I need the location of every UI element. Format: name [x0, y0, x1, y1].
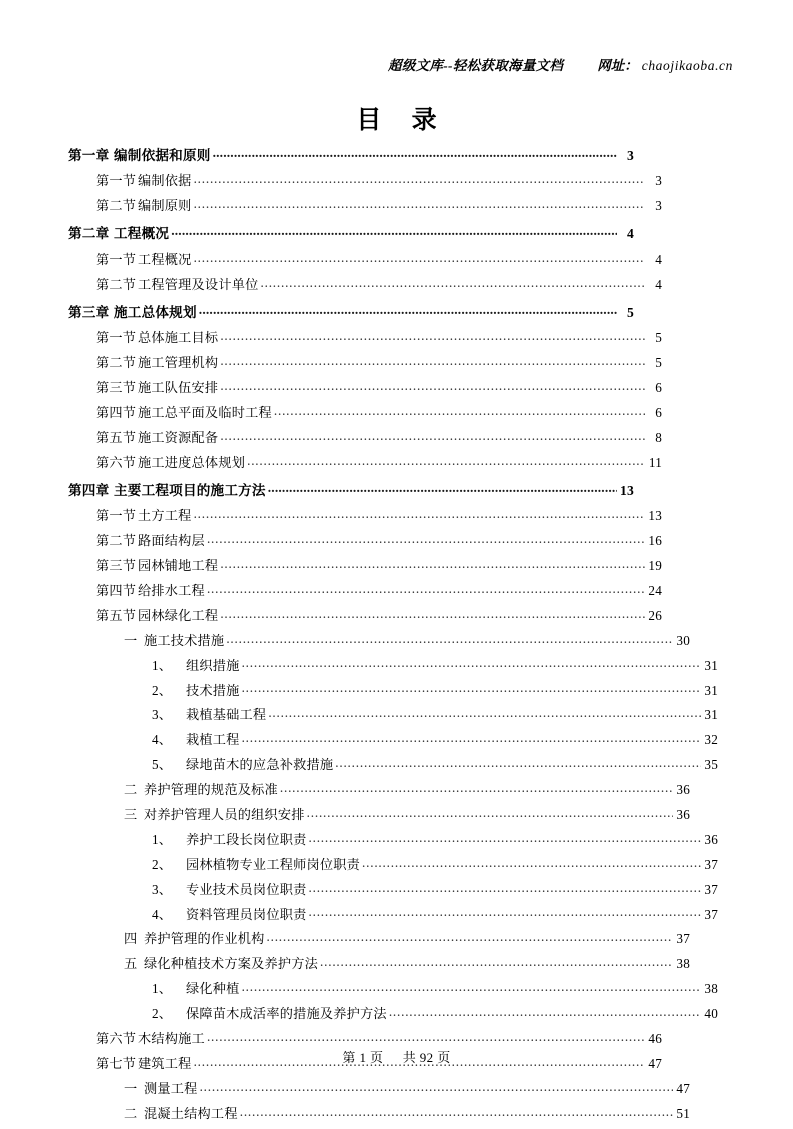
- toc-entry-prefix: 3、: [152, 881, 173, 897]
- toc-entry-label: [152, 883, 308, 896]
- toc-entry[interactable]: [152, 881, 718, 896]
- toc-entry-page-number: 46: [648, 1031, 662, 1047]
- toc-leader-dots: [247, 454, 645, 467]
- toc-entry-label: [152, 684, 241, 697]
- toc-entry-prefix: 第四节: [96, 404, 137, 420]
- toc-entry-label: [96, 456, 246, 469]
- table-of-contents: [68, 146, 718, 1129]
- toc-entry-text: 组织措施: [186, 657, 240, 673]
- toc-entry-page-number: 11: [648, 454, 662, 470]
- toc-leader-dots: [200, 1080, 673, 1093]
- toc-leader-dots: [220, 329, 645, 342]
- toc-entry[interactable]: [124, 1080, 690, 1095]
- toc-entry-page-number: 4: [655, 276, 662, 292]
- toc-entry-page-number: 6: [655, 404, 662, 420]
- toc-leader-dots: [220, 607, 645, 620]
- toc-entry-prefix: 一: [124, 1080, 138, 1096]
- toc-entry-label: [152, 733, 241, 746]
- toc-entry-page-number: 19: [648, 558, 662, 574]
- toc-leader-dots: [309, 881, 702, 894]
- toc-entry-prefix: 第三节: [96, 380, 137, 396]
- toc-entry-label: [152, 708, 267, 721]
- toc-entry-page-number: 37: [704, 906, 718, 922]
- toc-entry-prefix: 第七节: [96, 1055, 137, 1071]
- toc-entry-label: [96, 278, 260, 291]
- toc-entry-label: [152, 659, 241, 672]
- toc-entry-text: 工程管理及设计单位: [138, 276, 259, 292]
- toc-entry-page-number: 24: [648, 583, 662, 599]
- toc-leader-dots: [242, 731, 701, 744]
- toc-entry[interactable]: [152, 731, 718, 746]
- toc-entry-prefix: 第二节: [96, 276, 137, 292]
- toc-entry[interactable]: [152, 681, 718, 696]
- page-title: 目 录: [356, 107, 449, 134]
- toc-entry-page-number: 47: [676, 1080, 690, 1096]
- toc-entry-prefix: 第三节: [96, 558, 137, 574]
- toc-leader-dots: [274, 404, 645, 417]
- toc-entry[interactable]: [124, 930, 690, 945]
- toc-entry-text: 养护管理的规范及标准: [144, 782, 278, 798]
- toc-leader-dots: [199, 303, 617, 317]
- toc-entry[interactable]: [124, 1105, 690, 1120]
- toc-entry-label: [124, 1082, 199, 1095]
- toc-entry[interactable]: [96, 329, 662, 344]
- toc-entry-text: 木结构施工: [138, 1031, 205, 1047]
- toc-entry[interactable]: [152, 980, 718, 995]
- toc-entry-text: 园林铺地工程: [138, 558, 219, 574]
- toc-entry-label: [96, 509, 193, 522]
- toc-leader-dots: [307, 806, 673, 819]
- toc-entry-label: [96, 584, 206, 597]
- toc-entry[interactable]: [152, 657, 718, 672]
- toc-entry[interactable]: [96, 582, 662, 597]
- toc-entry-prefix: 第二章: [68, 226, 110, 242]
- toc-entry-label: [68, 227, 170, 241]
- toc-entry-page-number: 3: [627, 147, 634, 163]
- toc-entry-page-number: 5: [655, 330, 662, 346]
- toc-entry-prefix: 1、: [152, 981, 173, 997]
- toc-entry-text: 工程概况: [138, 251, 192, 267]
- toc-entry[interactable]: [152, 856, 718, 871]
- toc-entry-prefix: 第五节: [96, 607, 137, 623]
- toc-entry-prefix: 1、: [152, 657, 173, 673]
- toc-leader-dots: [226, 632, 673, 645]
- toc-entry-text: 施工队伍安排: [138, 380, 219, 396]
- toc-entry[interactable]: [124, 955, 690, 970]
- toc-entry-text: 工程概况: [114, 226, 170, 242]
- toc-entry-prefix: 第一章: [68, 147, 110, 163]
- toc-entry-text: 施工总体规划: [114, 304, 197, 320]
- toc-entry-label: [96, 559, 219, 572]
- toc-entry-page-number: 4: [627, 226, 634, 242]
- toc-entry[interactable]: [96, 276, 662, 291]
- toc-entry-text: 路面结构层: [138, 533, 205, 549]
- toc-entry[interactable]: [96, 172, 662, 187]
- toc-entry-text: 施工管理机构: [138, 355, 219, 371]
- toc-entry[interactable]: [96, 532, 662, 547]
- toc-entry-prefix: 2、: [152, 682, 173, 698]
- toc-entry-label: [152, 982, 241, 995]
- toc-entry-label: [96, 356, 219, 369]
- document-footer: [0, 1047, 793, 1066]
- toc-entry-label: [124, 783, 279, 796]
- toc-entry[interactable]: [68, 303, 634, 319]
- toc-entry-text: 总体施工目标: [138, 330, 219, 346]
- toc-entry-page-number: 35: [704, 757, 718, 773]
- toc-entry[interactable]: [68, 224, 634, 240]
- toc-entry-label: [96, 174, 193, 187]
- toc-entry-label: [124, 957, 319, 970]
- toc-entry[interactable]: [96, 197, 662, 212]
- toc-leader-dots: [220, 354, 645, 367]
- toc-entry[interactable]: [152, 756, 718, 771]
- toc-entry[interactable]: [96, 454, 662, 469]
- toc-entry[interactable]: [96, 507, 662, 522]
- toc-entry-page-number: 31: [704, 707, 718, 723]
- toc-entry-prefix: 第一节: [96, 508, 137, 524]
- toc-leader-dots: [242, 980, 701, 993]
- toc-entry-text: 园林植物专业工程师岗位职责: [186, 856, 361, 872]
- toc-entry-prefix: 一: [124, 632, 138, 648]
- toc-entry-prefix: 二: [124, 1105, 138, 1121]
- toc-entry-page-number: 36: [704, 831, 718, 847]
- toc-entry-text: 资料管理员岗位职责: [186, 906, 307, 922]
- toc-leader-dots: [194, 251, 645, 264]
- toc-entry-prefix: 第一节: [96, 330, 137, 346]
- toc-leader-dots: [268, 481, 617, 495]
- toc-entry-page-number: 47: [648, 1055, 662, 1071]
- toc-entry-prefix: 5、: [152, 757, 173, 773]
- toc-entry-text: 栽植工程: [186, 732, 240, 748]
- toc-entry-page-number: 5: [627, 304, 634, 320]
- toc-entry-prefix: 4、: [152, 732, 173, 748]
- toc-entry-page-number: 3: [655, 198, 662, 214]
- toc-entry[interactable]: [96, 1030, 662, 1045]
- toc-entry-page-number: 36: [676, 807, 690, 823]
- toc-entry-text: 绿化种植: [186, 981, 240, 997]
- toc-entry-label: [152, 833, 308, 846]
- toc-entry-label: [96, 609, 219, 622]
- toc-leader-dots: [213, 146, 617, 160]
- toc-entry-label: [96, 431, 219, 444]
- toc-entry[interactable]: [96, 354, 662, 369]
- toc-entry[interactable]: [68, 146, 634, 162]
- toc-entry-label: [152, 908, 308, 921]
- toc-entry-page-number: 5: [655, 355, 662, 371]
- toc-entry-text: 测量工程: [144, 1080, 198, 1096]
- toc-entry[interactable]: [96, 379, 662, 394]
- toc-entry-prefix: 3、: [152, 707, 173, 723]
- toc-entry[interactable]: [124, 806, 690, 821]
- toc-leader-dots: [335, 756, 701, 769]
- toc-entry[interactable]: [96, 557, 662, 572]
- toc-entry[interactable]: [152, 905, 718, 920]
- toc-entry-page-number: 37: [676, 931, 690, 947]
- toc-entry-text: 绿化种植技术方案及养护方法: [144, 956, 319, 972]
- toc-leader-dots: [267, 930, 674, 943]
- toc-leader-dots: [242, 681, 701, 694]
- toc-entry-prefix: 2、: [152, 856, 173, 872]
- toc-entry-label: [68, 484, 267, 498]
- toc-entry-page-number: 13: [620, 482, 634, 498]
- document-running-header: [0, 54, 793, 75]
- toc-entry-text: 栽植基础工程: [186, 707, 267, 723]
- toc-entry-text: 施工技术措施: [144, 632, 225, 648]
- toc-leader-dots: [280, 781, 673, 794]
- toc-entry-label: [68, 149, 212, 163]
- toc-entry[interactable]: [96, 429, 662, 444]
- toc-entry-prefix: 第二节: [96, 198, 137, 214]
- toc-leader-dots: [220, 379, 645, 392]
- toc-entry-prefix: 第五节: [96, 429, 137, 445]
- toc-entry-label: [96, 534, 206, 547]
- toc-leader-dots: [309, 905, 702, 918]
- toc-entry-text: 施工资源配备: [138, 429, 219, 445]
- toc-entry-label: [124, 808, 306, 821]
- header-brand-text: 超级文库--轻松获取海量文档: [388, 58, 564, 73]
- toc-entry[interactable]: [124, 632, 690, 647]
- toc-leader-dots: [207, 582, 645, 595]
- toc-entry-prefix: 第一节: [96, 251, 137, 267]
- toc-entry-page-number: 31: [704, 682, 718, 698]
- toc-entry-text: 绿地苗木的应急补救措施: [186, 757, 334, 773]
- toc-entry-page-number: 38: [676, 956, 690, 972]
- footer-total-pages: 共 92 页: [402, 1050, 451, 1065]
- toc-entry-label: [96, 199, 193, 212]
- toc-leader-dots: [362, 856, 701, 869]
- toc-leader-dots: [207, 1030, 645, 1043]
- toc-entry-label: [96, 381, 219, 394]
- toc-entry-text: 专业技术员岗位职责: [186, 881, 307, 897]
- toc-entry-text: 保障苗木成活率的措施及养护方法: [186, 1006, 387, 1022]
- toc-leader-dots: [268, 706, 701, 719]
- toc-entry-page-number: 6: [655, 380, 662, 396]
- toc-leader-dots: [194, 172, 645, 185]
- toc-entry-prefix: 四: [124, 931, 138, 947]
- toc-entry-text: 混凝土结构工程: [144, 1105, 238, 1121]
- toc-entry-text: 给排水工程: [138, 583, 205, 599]
- toc-entry-label: [124, 634, 225, 647]
- toc-entry-prefix: 第二节: [96, 355, 137, 371]
- toc-entry-page-number: 26: [648, 607, 662, 623]
- toc-entry-text: 编制依据和原则: [114, 147, 211, 163]
- toc-leader-dots: [220, 429, 645, 442]
- toc-entry[interactable]: [96, 607, 662, 622]
- toc-entry-page-number: 3: [655, 173, 662, 189]
- toc-leader-dots: [194, 197, 645, 210]
- toc-entry-label: [96, 331, 219, 344]
- toc-entry-prefix: 第四节: [96, 583, 137, 599]
- toc-entry-page-number: 32: [704, 732, 718, 748]
- toc-entry-text: 建筑工程: [138, 1055, 192, 1071]
- toc-entry-label: [124, 1107, 239, 1120]
- toc-entry-page-number: 4: [655, 251, 662, 267]
- toc-entry-page-number: 31: [704, 657, 718, 673]
- toc-entry-text: 编制原则: [138, 198, 192, 214]
- toc-entry-prefix: 三: [124, 807, 138, 823]
- toc-entry-text: 养护管理的作业机构: [144, 931, 265, 947]
- toc-entry-text: 土方工程: [138, 508, 192, 524]
- toc-entry-text: 施工总平面及临时工程: [138, 404, 272, 420]
- toc-entry-label: [152, 1007, 388, 1020]
- toc-entry-page-number: 38: [704, 981, 718, 997]
- toc-entry-prefix: 第一节: [96, 173, 137, 189]
- toc-entry[interactable]: [152, 706, 718, 721]
- toc-entry-page-number: 37: [704, 856, 718, 872]
- toc-entry-page-number: 13: [648, 508, 662, 524]
- toc-entry[interactable]: [96, 404, 662, 419]
- toc-entry-page-number: 30: [676, 632, 690, 648]
- toc-leader-dots: [320, 955, 673, 968]
- toc-leader-dots: [171, 224, 617, 238]
- toc-entry-text: 主要工程项目的施工方法: [114, 482, 266, 498]
- toc-entry-prefix: 1、: [152, 831, 173, 847]
- toc-leader-dots: [242, 657, 701, 670]
- toc-entry-text: 对养护管理人员的组织安排: [144, 807, 305, 823]
- toc-leader-dots: [261, 276, 646, 289]
- toc-leader-dots: [240, 1105, 673, 1118]
- toc-entry-text: 园林绿化工程: [138, 607, 219, 623]
- toc-entry[interactable]: [152, 1005, 718, 1020]
- toc-entry-prefix: 第六节: [96, 454, 137, 470]
- toc-entry-prefix: 五: [124, 956, 138, 972]
- toc-entry[interactable]: [124, 781, 690, 796]
- toc-entry-text: 编制依据: [138, 173, 192, 189]
- footer-current-page: 第 1 页: [342, 1050, 384, 1065]
- toc-entry-prefix: 二: [124, 782, 138, 798]
- toc-entry-prefix: 2、: [152, 1006, 173, 1022]
- toc-entry-prefix: 第四章: [68, 482, 110, 498]
- toc-entry-label: [124, 932, 266, 945]
- toc-entry[interactable]: [152, 831, 718, 846]
- toc-entry-page-number: 37: [704, 881, 718, 897]
- toc-entry-label: [96, 1032, 206, 1045]
- header-url-label: 网址：: [597, 58, 638, 73]
- toc-entry-label: [96, 406, 273, 419]
- toc-entry-prefix: 第六节: [96, 1031, 137, 1047]
- toc-leader-dots: [194, 507, 645, 520]
- toc-entry-label: [68, 306, 198, 320]
- toc-entry-page-number: 8: [655, 429, 662, 445]
- toc-leader-dots: [309, 831, 702, 844]
- toc-entry-label: [152, 858, 361, 871]
- toc-entry-label: [96, 253, 193, 266]
- toc-entry-page-number: 16: [648, 533, 662, 549]
- toc-entry-text: 施工进度总体规划: [138, 454, 246, 470]
- toc-entry-prefix: 第二节: [96, 533, 137, 549]
- header-url-value: chaojikaoba.cn: [641, 58, 733, 73]
- toc-entry-page-number: 36: [676, 782, 690, 798]
- toc-entry-page-number: 40: [704, 1006, 718, 1022]
- toc-entry-text: 技术措施: [186, 682, 240, 698]
- toc-leader-dots: [207, 532, 645, 545]
- toc-leader-dots: [389, 1005, 701, 1018]
- toc-entry-prefix: 4、: [152, 906, 173, 922]
- toc-entry-label: [152, 758, 334, 771]
- toc-entry[interactable]: [96, 251, 662, 266]
- toc-entry[interactable]: [68, 481, 634, 497]
- toc-entry-page-number: 51: [676, 1105, 690, 1121]
- toc-entry-text: 养护工段长岗位职责: [186, 831, 307, 847]
- toc-leader-dots: [220, 557, 645, 570]
- toc-entry-prefix: 第三章: [68, 304, 110, 320]
